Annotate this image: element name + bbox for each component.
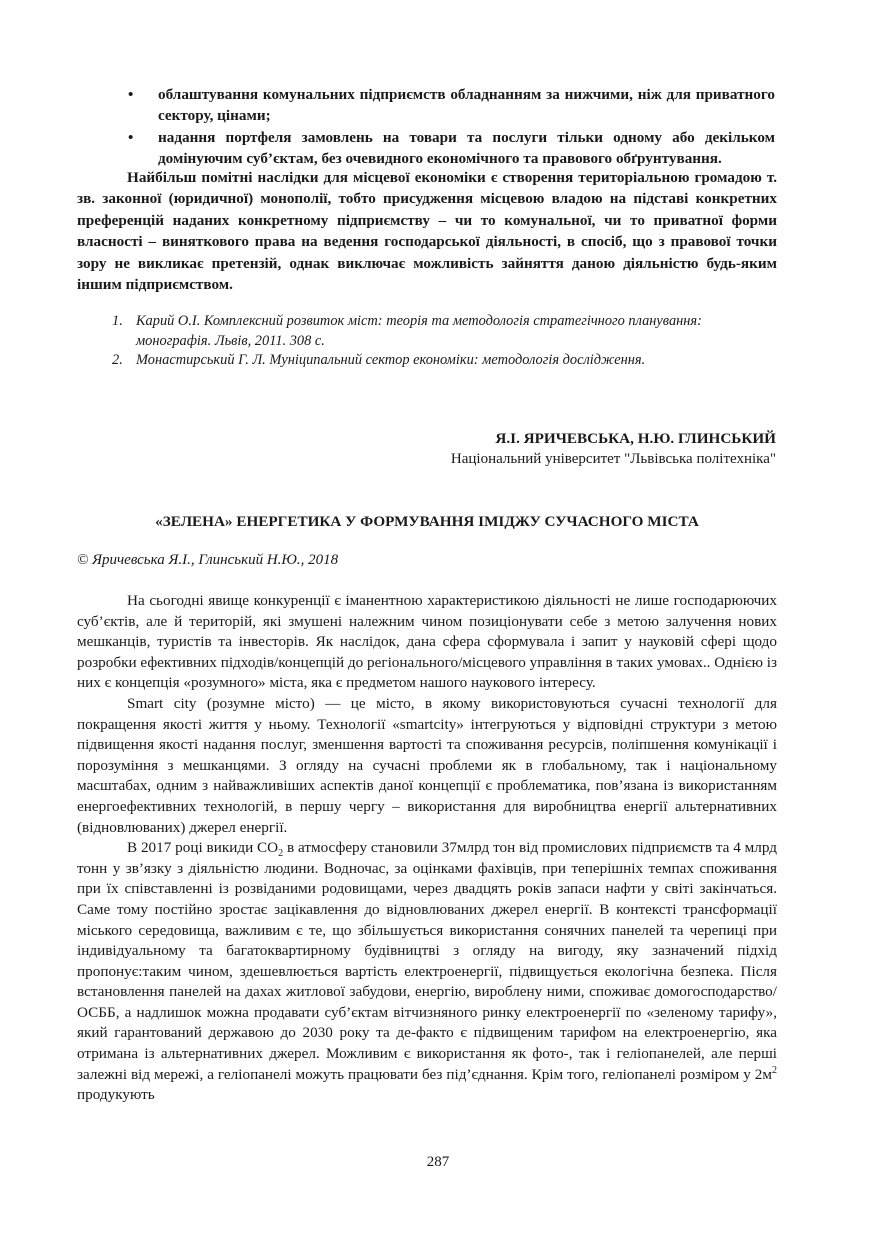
page-number: 287 [426,1154,450,1170]
article-affiliation: Національний університет "Львівська політехніка" [450,451,776,467]
paragraph-text: В 2017 році викиди CO [127,839,279,857]
article-authors: Я.І. ЯРИЧЕВСЬКА, Н.Ю. ГЛИНСЬКИЙ [495,430,776,447]
bullet-text: надання портфеля замовлень на товари та послуги тільки одному або декільком домінуючим суб’єктам, без очевидного економічного та правового обґрунтування. [158,129,775,167]
reference-item [112,351,772,371]
article-title: «ЗЕЛЕНА» ЕНЕРГЕТИКА У ФОРМУВАННЯ ІМІДЖУ СУЧАСНОГО МІСТА [155,513,699,530]
subscript: 2 [278,848,284,860]
bullet-list [120,84,775,170]
article-body [77,591,777,1106]
paragraph-text: в атмосферу становили 37млрд тон від промислових підприємств та 4 млрд тонн у зв’язку з діяльністю людини. Водночас, за оцінками фахівців, при теперішніх темпах споживання при їх співставленні із розвіданими родовищами, через двадцять років запаси нафти у світі закінчаться. Саме тому постійно зростає зацікавлення до відновлюваних джерел енергії. В контексті трансформації міського середовища, важливим є те, що збільшується використання сонячних панелей та черепиці при індивідуальному та багатоквартирному будівництві з огляду на вигоду, яку зазначений підхід пропонує:таким чином, здешевлюється вартість електроенергії, підвищується екологічна безпека. Після встановлення панелей на дахах житлової забудови, енергію, вироблену ними, споживає домогосподарство/ОСББ, а надлишок можна продавати суб’єктам вітчизняного ринку електроенергії по «зеленому тарифу», який гарантований державою до 2030 року та де-факто є підвищеним тарифом на електроенергію, яка отримана із альтернативних джерел. Можливим є використання як фото-, так і геліопанелей, але перші залежні від мережі, а геліопанелі можуть працювати без під’єднання. Крім того, геліопанелі розміром у 2м [77,839,777,1083]
reference-text: Карий О.І. Комплексний розвиток міст: теорія та методологія стратегічного планування: монографія. Львів, 2011. 308 с. [136,313,702,349]
reference-number: 2. [112,352,123,368]
reference-item [112,312,772,351]
reference-number: 1. [112,313,123,329]
body-paragraph: Smart city (розумне місто) — це місто, в якому використовуються сучасні технології для покращення якості життя у ньому. Технології «smartcity» інтегруються у відповідні структури з метою підвищення якості надання послуг, зменшення вартості та споживання ресурсів, поліпшення комунікації і порозуміння з мешканцями. З огляду на сучасні проблеми як в глобальному, так і національному масштабах, одним з найважливіших аспектів даної концепції є проблематика, пов’язана із використанням енергоефективних технологій, в першу чергу – використання для виробництва енергії альтернативних (відновлюваних) джерел енергії. [77,694,777,836]
bullet-text: облаштування комунальних підприємств обладнанням за нижчими, ніж для приватного сектору, цінами; [158,86,775,124]
bullet-icon: • [128,129,134,146]
article-copyright: © Яричевська Я.І., Глинський Н.Ю., 2018 [77,552,339,568]
reference-list [112,312,772,371]
body-paragraph [77,838,777,1106]
conclusion-paragraph: Найбільш помітні наслідки для місцевої економіки є створення територіальною громадою т. зв. законної (юридичної) монополії, тобто присудження місцевою владою на підставі конкретних преференцій наданих конкретному підприємству – чи то комунальної, чи то приватної форми власності – виняткового права на ведення господарської діяльності, в спосіб, що з правової точки зору не викликає претензій, однак виключає можливість зайняття даною діяльністю будь-яким іншим підприємством. [77,169,777,294]
reference-text: Монастирський Г. Л. Муніципальний сектор економіки: методологія дослідження. [136,352,646,368]
paragraph-text: продукують [77,1086,155,1104]
body-paragraph: На сьогодні явище конкуренції є іманентною характеристикою діяльності не лише господарюючих суб’єктів, але й територій, які змушені належним чином позиціонувати себе з метою залучення нових мешканців, туристів та інвесторів. Як наслідок, дана сфера сформувала і запит у науковій сфері щодо розробки ефективних підходів/концепцій до регіонального/місцевого управління в таких умовах.. Однією із них є концепція «розумного» міста, яка є предметом нашого наукового інтересу. [77,592,777,692]
bullet-item [120,84,775,126]
superscript: 2 [772,1064,777,1076]
bullet-item [120,127,775,169]
bullet-icon: • [128,86,134,103]
